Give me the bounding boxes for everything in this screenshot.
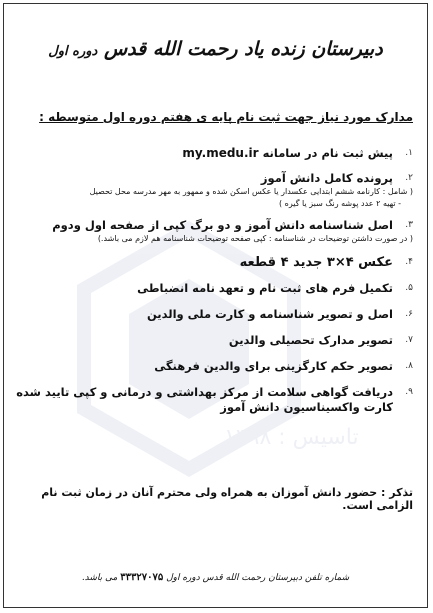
item-text: اصل شناسنامه دانش آموز و دو برگ کپی از صفحه اول ودوم <box>52 218 393 232</box>
list-item <box>14 171 413 186</box>
list-item <box>14 146 413 161</box>
item-note: ( در صورت داشتن توضیحات در شناسنامه : کپی صفحه توضیحات شناسنامه هم لازم می باشد.) <box>97 234 413 243</box>
list-item <box>14 359 413 374</box>
item-number: ۹. <box>405 387 413 397</box>
item-text: تصویر مدارک تحصیلی والدین <box>228 333 393 347</box>
item-number: ۳. <box>405 220 413 230</box>
list-item <box>14 281 413 296</box>
item-number: ۷. <box>405 335 413 345</box>
item-text: پیش ثبت نام در سامانه <box>262 146 393 160</box>
item-text: اصل و تصویر شناسنامه و کارت ملی والدین <box>146 307 393 321</box>
document-page <box>3 3 428 608</box>
item-number: ۶. <box>405 309 413 319</box>
footer-text: شماره تلفن دبیرستان رحمت الله قدس دوره اول <box>166 573 350 583</box>
item-text: تکمیل فرم های ثبت نام و تعهد نامه انضباطی <box>137 281 393 295</box>
item-number: ۱. <box>405 148 413 158</box>
list-item <box>14 255 413 270</box>
item-text: عکس ۴×۳ جدید ۴ قطعه <box>239 255 393 270</box>
item-note: - تهیه ۲ عدد پوشه رنگ سبز یا گیره ) <box>279 199 401 208</box>
footer-tail: می باشد. <box>81 573 118 583</box>
footer <box>4 572 427 583</box>
item-text: دریافت گواهی سلامت از مرکز بهداشتی و درمانی و کپی تایید شده کارت واکسیناسیون دانش آموز <box>16 385 393 414</box>
requirements-list <box>14 144 413 415</box>
item-number: ۲. <box>405 173 413 183</box>
title-suffix: دوره اول <box>48 44 98 59</box>
page-title <box>4 38 427 60</box>
list-item <box>14 307 413 322</box>
website-link: my.medu.ir <box>182 146 259 160</box>
reminder-note: تذکر : حضور دانش آموزان به همراه ولی محترم آنان در زمان ثبت نام الزامی است. <box>41 486 413 512</box>
watermark-text: تاسیس : ۱۳۹۸ <box>224 425 359 450</box>
phone-number: ۳۳۳۲۷۰۷۵ <box>120 572 164 583</box>
list-item <box>14 218 413 233</box>
item-text: پرونده کامل دانش آموز <box>260 171 393 185</box>
list-item <box>14 333 413 348</box>
item-note: ( شامل : کارنامه ششم ابتدایی عکسدار یا عکس اسکن شده و ممهور به مهر مدرسه محل تحصیل <box>89 187 413 196</box>
item-number: ۵. <box>405 283 413 293</box>
section-heading: مدارک مورد نیاز جهت ثبت نام پایه ی هفتم دوره اول متوسطه : <box>39 110 413 124</box>
item-number: ۴. <box>405 257 413 267</box>
item-number: ۸. <box>405 361 413 371</box>
item-text: تصویر حکم کارگزینی برای والدین فرهنگی <box>154 359 393 373</box>
title-main: دبیرستان زنده یاد رحمت الله قدس <box>103 38 383 60</box>
list-item <box>14 385 413 415</box>
